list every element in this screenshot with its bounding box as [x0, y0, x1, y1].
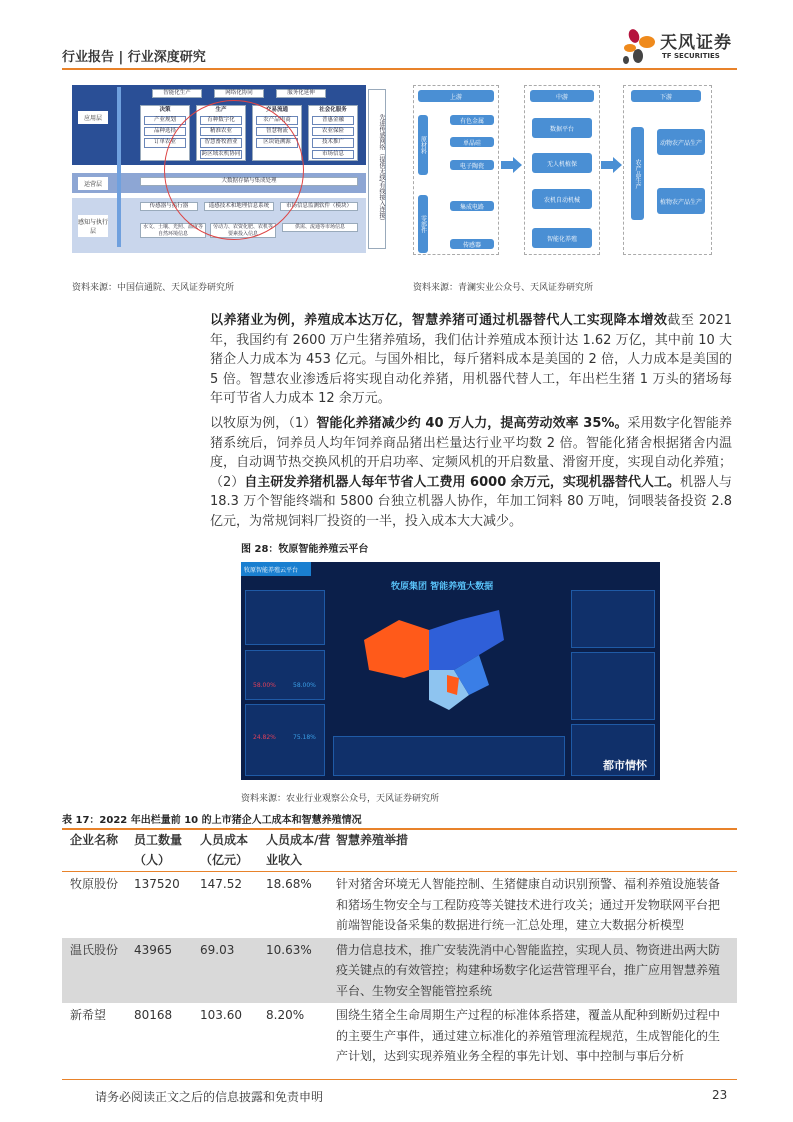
report-header: 行业报告 | 行业深度研究: [62, 50, 206, 65]
page-number: 23: [712, 1088, 728, 1102]
china-map-icon: [359, 600, 509, 720]
table-row: 牧原股份 137520 147.52 18.68% 针对猪舍环境无人智能控制、生猪健康自动识别预警、福利养殖设施装备和猪场生物安全与工程防疫等关键技术进行攻关；通过开发物联网平台把前端智能设备采集的数据进行统一汇总处理，建立大数据分析模型: [70, 877, 721, 932]
diagram-column: 决策 产业规划 品种选择 订单农业: [140, 105, 190, 161]
fig28-source: 资料来源：农业行业观察公众号，天风证券研究所: [241, 794, 440, 804]
logo-petal-icon: [622, 22, 658, 66]
industry-chain-diagram: 上游 中游 下游 原材料 有色金属 单晶硅 电子陶瓷 零部件 集成电路 传感器 数据平台 无人机植保 农机自动机械 智能化养殖 农产品生产 动物农产品生产 植物农产品生产: [413, 85, 735, 255]
arrow-right-icon: [501, 157, 523, 173]
arrow-right-icon: [601, 157, 623, 173]
table-caption: 表 17：2022 年出栏量前 10 的上市猪企人工成本和智慧养殖情况: [62, 815, 362, 826]
diagram-column: 生产 育种数字化 精准农业 智慧畜牧渔业 跨区域农机协同: [196, 105, 246, 161]
figure-caption: 图 28：牧原智能养殖云平台: [241, 544, 369, 555]
footer-divider: [62, 1079, 737, 1080]
fig-left-source: 资料来源：中国信通院、天风证券研究所: [72, 283, 235, 293]
table-row: 新希望 80168 103.60 8.20% 围绕生猪全生命周期生产过程的标准体系搭建，覆盖从配种到断奶过程中的主要生产事件，通过建立标准化的养殖管理流程规范，生成智能化的生产计划，达到实现养殖业务全程的事先计划、事中控制与事后分析: [70, 1008, 721, 1063]
paragraph-muyuan: 以牧原为例，（1）智能化养猪减少约 40 万人力，提高劳动效率 35%。采用数字化智能养猪系统后，饲养员人均年饲养商品猪出栏量达行业平均数 2 倍。智能化猪舍根据猪舍内温度，自动调节热交换风机的开启功率、定频风机的开启数量、滑窗开度，实现自动化养殖；（2）自主研发养猪机器人每年节省人工费用 6000 余万元，实现机器替代人工。机器人与 18.3 万个智能终端和 5800 台独立机器人协作，年加工饲料 80 万吨，饲喂装备投资 2.8 亿元，为常规饲料厂投资的一半，投入成本大大减少。: [210, 416, 732, 529]
fig-right-source: 资料来源：青澜实业公众号、天风证券研究所: [413, 283, 594, 293]
table-header: 企业名称 员工数量（人） 人员成本（亿元） 人员成本/营业收入 智慧养殖举措: [62, 828, 737, 872]
smart-agriculture-architecture-diagram: 应用层 运营层 感知与执行层 智能化生产 网络化协同 服务化延伸 决策 产业规划 品种选择 订单农业 生产 育种数字化 精准农业 智慧畜牧渔业 跨区域农机协同 交易流通 农产品电商 智慧物流 区块链溯源 社会化服务 普惠金融 农业保险 技术推广 市场信息 大数据存储与集成处理 传感器与执行器 遥感技术和地理信息系统 市场信息监测软件（模块） 水文、土壤、光照、温度等自然环境信息 劳动力、农资化肥、农机等要素投入信息 供需、流通等市场信息 先进传感网络（提供无线/有线接入连接）: [72, 85, 388, 253]
header-divider: [62, 68, 737, 70]
tf-securities-logo: 天风证券 TF SECURITIES: [622, 22, 742, 68]
diagram-column: 交易流通 农产品电商 智慧物流 区块链溯源: [252, 105, 302, 161]
labor-cost-table: [62, 828, 737, 1069]
muyuan-cloud-platform-image: 牧原智能养殖云平台 牧原集团 智能养殖大数据 58.00% 58.00% 24.82% 75.18% 都市情怀: [241, 562, 660, 780]
paragraph-pig-farming: 以养猪业为例，养殖成本达万亿，智慧养猪可通过机器替代人工实现降本增效截至 2021 年，我国约有 2600 万户生猪养殖场，我们估计养殖成本预计达 1.62 万亿，其中前 10 大猪企人力成本为 453 亿元。与国外相比，每斤猪料成本是美国的 2 倍，人力成本是美国的 5 倍。智慧农业渗透后将实现自动化养猪，用机器代替人工，年出栏生猪 1 万头的猪场每年可节省人力成本 12 余万元。: [210, 313, 732, 406]
table-row: 温氏股份 43965 69.03 10.63% 借力信息技术，推广安装洗消中心智能监控，实现人员、物资进出两大防疫关键点的有效管控；构建种场数字化运营管理平台，推广应用智慧养殖平台、生物安全智能管控系统: [62, 938, 737, 1004]
disclaimer: 请务必阅读正文之后的信息披露和免责申明: [95, 1090, 324, 1104]
diagram-column: 社会化服务 普惠金融 农业保险 技术推广 市场信息: [308, 105, 358, 161]
